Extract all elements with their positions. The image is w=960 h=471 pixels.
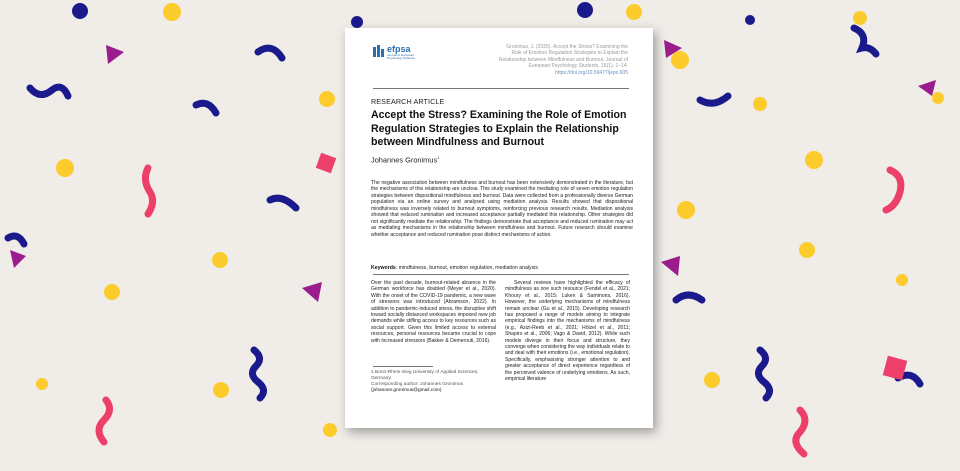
confetti-dot [36,378,48,390]
author-affiliation-mark: 1 [437,155,440,160]
author-name: Johannes Gronimus [371,155,438,165]
confetti-squiggle [886,170,901,210]
confetti-squiggle [99,400,110,442]
confetti-dot [577,2,593,18]
confetti-dot [853,11,867,25]
author-line [371,155,439,164]
body-column-right: Several reviews have highlighted the efficacy of mindfulness as one such resource (Fendel et al., 2021; Khoury et al., 2015; Luken & Sammons, 2016). However, the underlying mechanisms of mindfulness remain unclear (Gu et al., 2015). Developing research has proposed a range of models aiming to integrate empirical findings into the mechanisms of mindfulness (e.g., Azizi-Reeb et al., 2021; Hölzel et al., 2011; Shapiro et al., 2006; Vago & David, 2012). While such models diverge in their focus and structure, they converge when considering the way individuals relate to and deal with their emotions (i.e., emotional regulation). Specifically, emphasising stronger attention to and greater acceptance of direct experience regardless of the perceived valence of underlying emotions. As such, empirical literature [505,280,630,383]
confetti-dot [805,151,823,169]
confetti-arc [30,87,68,96]
confetti-dot [163,3,181,21]
confetti-dot [319,91,335,107]
confetti-dot [72,3,88,19]
abstract: The negative association between mindfulness and burnout has been extensively demonstrated in the literature, but the mechanisms of this relationship are unclear. This study examined the mediating role of seven emotion regulation strategies between dispositional mindfulness and burnout. Data were collected from a professionally diverse German population via an online survey and analysed using mediation analysis. Results showed that dispositional mindfulness was inversely related to burnout symptoms, reinforcing previous research results. Mediation analysis showed that reduced rumination and increased acceptance partially mediated this relationship. Other strategies did not significantly mediate the relationship. The findings demonstrate that acceptance and reduced rumination may act as mediating mechanisms in the relationship between mindfulness and burnout. Future research should examine whether acceptance and reduced rumination pose distinct mechanisms of action. [371,180,633,238]
logo-subtitle: Journal of European Psychology Students [387,53,416,61]
footnote-divider [373,366,433,367]
confetti-arc [700,96,728,103]
confetti-arc [196,103,216,113]
confetti-arc [8,236,24,244]
confetti-dot [677,201,695,219]
header-divider [373,88,629,89]
confetti-arc [854,28,876,54]
keywords-label: Keywords [371,265,396,271]
confetti-dot [753,97,767,111]
logo-name: efpsa [387,44,411,54]
confetti-triangle [918,80,936,96]
keywords [371,265,633,271]
efpsa-logo-icon [373,45,385,59]
confetti-triangle [10,250,26,268]
confetti-square [316,153,337,174]
confetti-dot [323,423,337,437]
confetti-arc [258,48,282,58]
doi-link[interactable]: https://doi.org/10.59477/jeps.605 [555,69,628,76]
keywords-divider [373,274,629,275]
confetti-arc [252,350,263,398]
article-page [345,28,653,428]
confetti-squiggle [796,410,805,454]
footnote [371,370,497,394]
confetti-dot [799,242,815,258]
article-title: Accept the Stress? Examining the Role of Emotion Regulation Strategies to Explain the Relationship between Mindfulness and Burnout [371,109,627,149]
citation-text: Gronimus, J. (2025). Accept the Stress? Examining the Role of Emotion Regulation Strategies to Explain the Relationship between Mindfulness and Burnout. Journal of European Psychology Students, 15(1), 1–14. [498,44,628,70]
confetti-triangle [106,45,124,64]
confetti-dot [56,159,74,177]
confetti-triangle [302,282,322,302]
keywords-list: : mindfulness, burnout, emotion regulation, mediation analysis [395,265,538,271]
confetti-dot [213,382,229,398]
confetti-triangle [661,256,680,276]
confetti-dot [626,4,642,20]
citation [498,44,628,76]
author-email[interactable]: (johannes.gronimus@gmail.com) [371,388,442,393]
confetti-dot [932,92,944,104]
footnote-affiliation: 1 Bonn-Rhein-Sieg University of Applied Sciences, Germany. [371,370,479,381]
confetti-dot [896,274,908,286]
confetti-squiggle [145,168,152,214]
confetti-arc [270,198,296,208]
article-type: RESEARCH ARTICLE [371,97,445,106]
confetti-dot [745,15,755,25]
confetti-dot [704,372,720,388]
body-column-left: Over the past decade, burnout-related absence in the German workforce has doubled (Meyer et al., 2020). With the onset of the COVID-19 pandemic, a new wave of stressors was introduced (Abramson, 2022). In addition to pandemic-induced stress, the disruptive shift toward socially distanced workspaces imposed new job demands while stifling access to key resources such as social support. Given this limited access to external resources, personal resources became crucial to cope with increased stressors (Bakker & Demerouti, 2016). [371,280,496,344]
footnote-corresponding: Corresponding author: Johannes Gronimus [371,382,463,387]
confetti-dot [351,16,363,28]
confetti-dot [104,284,120,300]
confetti-dot [671,51,689,69]
confetti-arc [676,295,702,300]
confetti-dot [212,252,228,268]
confetti-arc [758,350,769,398]
journal-logo [373,45,427,61]
